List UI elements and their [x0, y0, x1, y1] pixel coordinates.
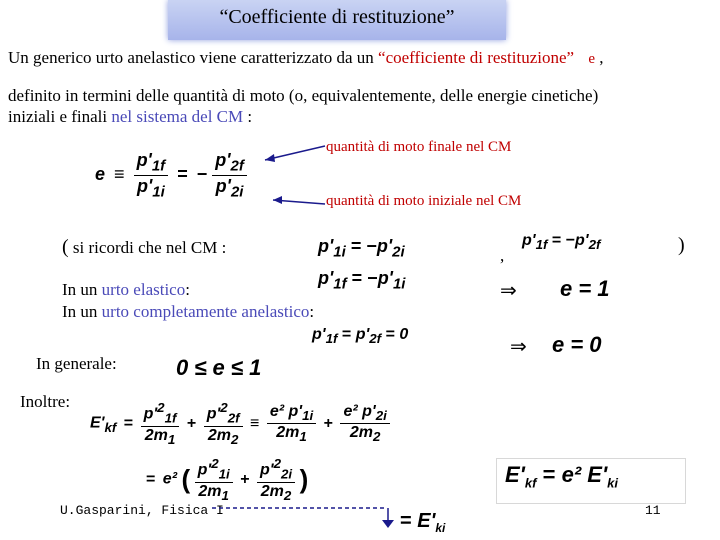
paren-close: ) — [678, 234, 685, 256]
inelastic-formula — [312, 326, 408, 346]
annotation-arrows — [255, 140, 330, 215]
sym-eq: = — [400, 510, 412, 532]
Eki-sub: ki — [435, 521, 446, 535]
p2f-sub: 2f — [369, 331, 382, 347]
two-m1: 2m — [198, 482, 222, 500]
intro-text: Un generico urto anelastico viene caratterizzato da un — [8, 48, 379, 67]
annotation-initial: quantità di moto iniziale nel CM — [326, 193, 522, 209]
p2f-sub: 2f — [588, 237, 601, 253]
sym-eq: = — [341, 326, 352, 343]
elastic-formula — [318, 268, 405, 293]
sym-plus: + — [323, 414, 333, 432]
frac-E1f — [141, 400, 180, 447]
Eki-sub: ki — [607, 475, 619, 491]
intro-line-2: definito in termini delle quantità di moto (o, equivalentemente, delle energie cinetiche) — [8, 86, 599, 105]
inelastic-prefix: In un — [62, 302, 102, 321]
sub2: 2 — [283, 487, 292, 503]
sym-eq: = — [542, 462, 556, 487]
elastic-prefix: In un — [62, 280, 102, 299]
Ekf: E' — [90, 414, 105, 432]
highlight-restitution: “coefficiente di restituzione” — [378, 48, 575, 67]
paren-open: ( — [62, 236, 69, 258]
e2: e² — [162, 470, 178, 488]
p2i-sub: 2i — [392, 243, 405, 261]
Eki: E' — [587, 462, 608, 487]
highlight-elastic: urto elastico — [101, 280, 186, 299]
sub1: 1 — [221, 487, 229, 503]
sym-equiv: ≡ — [114, 163, 125, 184]
recall-line — [62, 236, 226, 259]
energy-formula-1 — [90, 400, 390, 447]
p1i-sub: 1i — [218, 466, 230, 482]
p1i: p' — [377, 268, 393, 288]
p1i: p' — [136, 175, 153, 196]
sym-minus: − — [565, 232, 576, 249]
frac-K1i — [195, 456, 233, 503]
result-e-0: e = 0 — [552, 332, 602, 357]
sym-plus: + — [186, 414, 197, 432]
two-m1: 2m — [276, 423, 300, 441]
frac-K2i — [257, 456, 295, 503]
two-m2: 2m — [349, 423, 373, 441]
p1i-sub: 1i — [302, 407, 314, 423]
energy-formula-2: = e² ( $\frac{p'^2_{1i}}{2m_1}$ + $\frac{p'^2_{2i}}{2m_2}$ ) — [146, 456, 309, 503]
sym-eq: = — [385, 326, 395, 343]
frac-p1 — [134, 150, 169, 200]
zero: 0 — [399, 326, 409, 343]
recall-comma: , — [500, 246, 505, 265]
p1f: p' — [318, 268, 334, 288]
p1i-sub: 1i — [333, 243, 346, 261]
dashed-arrow — [210, 500, 400, 530]
comma: , — [599, 48, 604, 67]
p1f: p' — [522, 232, 536, 249]
highlight-cm: nel sistema del CM — [111, 107, 244, 126]
sub2: 2 — [230, 431, 239, 447]
sub2: 2 — [373, 429, 381, 445]
sub1: 1 — [167, 431, 176, 447]
p2f: p' — [215, 150, 231, 170]
sym-eq: = — [177, 163, 188, 184]
sym-equiv: ≡ — [250, 414, 260, 432]
elastic-line — [62, 280, 190, 300]
implies-inelastic: ⇒ — [510, 334, 527, 358]
sym-minus: − — [366, 236, 377, 256]
p2i-sub: 2i — [375, 407, 387, 423]
p1f-sub: 1f — [333, 275, 347, 293]
restitution-formula — [95, 150, 247, 200]
p1f: p' — [143, 405, 158, 423]
sym-eq: = — [350, 236, 362, 256]
sub1: 1 — [299, 429, 307, 445]
recall-initial-momenta — [318, 236, 405, 261]
sym-e: e — [95, 163, 106, 184]
two-m1: 2m — [144, 426, 168, 444]
inelastic-line — [62, 302, 314, 322]
p1f: p' — [312, 326, 326, 343]
p1i-sub: 1i — [152, 183, 165, 201]
p2i-sub: 2i — [230, 183, 244, 201]
Ekf: E' — [505, 462, 525, 487]
p1f: p' — [136, 150, 152, 170]
implies-elastic: ⇒ — [500, 278, 517, 302]
recall-text: si ricordi che nel CM : — [68, 238, 227, 257]
p2f-sub: 2f — [227, 410, 240, 426]
sym-eq: = — [551, 232, 562, 249]
Ekf-sub: kf — [104, 419, 117, 435]
result-e-1: e = 1 — [560, 276, 610, 301]
sym-minus: − — [196, 163, 208, 184]
p1i: p' — [197, 461, 212, 479]
Eki: E' — [417, 510, 436, 532]
colon: : — [243, 107, 253, 126]
p2f: p' — [355, 326, 370, 343]
frac-E2i — [340, 403, 389, 444]
sup2: 2 — [211, 456, 219, 471]
Ekf-sub: kf — [524, 475, 537, 491]
two-m2: 2m — [207, 426, 231, 444]
p1i: p' — [288, 402, 303, 420]
range-formula: 0 ≤ e ≤ 1 — [176, 355, 262, 380]
inelastic-suffix: : — [309, 302, 315, 321]
p1f-sub: 1f — [151, 157, 166, 175]
p2i: p' — [259, 461, 274, 479]
p2f: p' — [575, 232, 589, 249]
e2: e² — [561, 462, 582, 487]
highlight-inelastic: urto completamente anelastico — [101, 302, 310, 321]
p1f-sub: 1f — [535, 237, 548, 253]
p2i-sub: 2i — [280, 466, 293, 482]
frac-E1i — [267, 403, 316, 444]
p2i: p' — [362, 402, 376, 420]
two-m2: 2m — [260, 482, 284, 500]
p2i: p' — [215, 175, 231, 196]
frac-E2f — [204, 400, 243, 447]
p2f: p' — [206, 405, 221, 423]
sym-plus: + — [240, 470, 250, 488]
general-label: In generale: — [36, 354, 117, 373]
page-number: 11 — [645, 503, 661, 518]
page-title: “Coefficiente di restituzione” — [219, 6, 455, 28]
e2: e² — [269, 402, 285, 420]
p1f-sub: 1f — [164, 410, 177, 426]
symbol-e: e — [588, 51, 595, 67]
inoltre-label: Inoltre: — [20, 392, 71, 411]
sup2: 2 — [220, 400, 228, 415]
final-eki — [400, 510, 445, 535]
e2: e² — [343, 402, 358, 420]
footer-author: U.Gasparini, Fisica I — [60, 503, 224, 518]
frac-p2 — [212, 150, 247, 200]
p1f-sub: 1f — [325, 331, 338, 347]
p2i: p' — [376, 236, 393, 256]
title-banner — [168, 0, 506, 40]
p1i: p' — [318, 236, 334, 256]
intro-line-1 — [8, 48, 604, 68]
sup2: 2 — [157, 400, 165, 415]
annotation-final: quantità di moto finale nel CM — [326, 139, 512, 155]
sym-eq: = — [351, 268, 363, 288]
sym-eq: = — [123, 414, 134, 432]
intro-text: iniziali e finali — [8, 107, 112, 126]
p1i-sub: 1i — [392, 275, 406, 293]
p2f-sub: 2f — [230, 157, 244, 175]
sup2: 2 — [273, 456, 281, 471]
intro-line-3 — [8, 107, 252, 127]
sym-minus: − — [367, 268, 378, 288]
sym-eq: = — [146, 470, 156, 488]
elastic-suffix: : — [185, 280, 190, 299]
energy-result — [505, 462, 618, 490]
recall-final-momenta — [522, 232, 600, 252]
